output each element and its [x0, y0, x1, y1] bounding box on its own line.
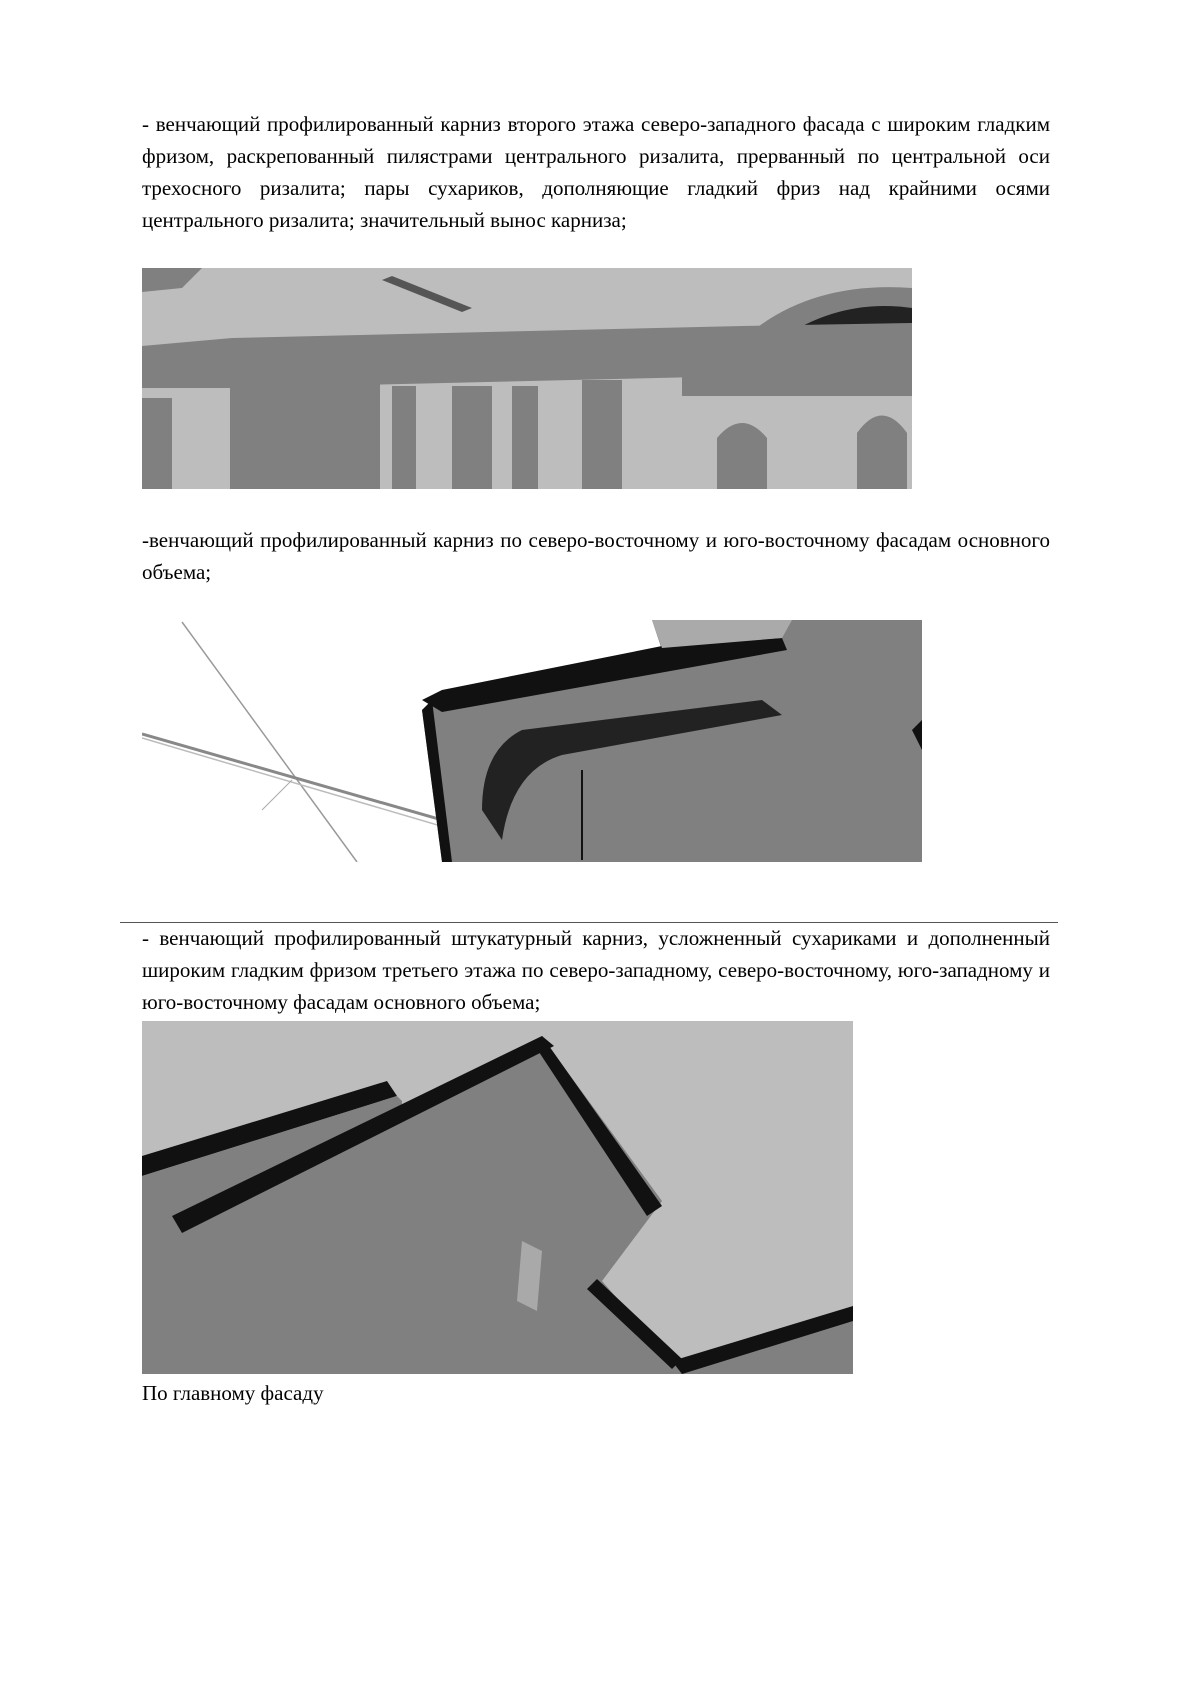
photo-ne-se-graphic — [142, 620, 922, 862]
photo-third-floor-cornice — [142, 1021, 853, 1374]
photo-third-floor-graphic — [142, 1021, 853, 1374]
caption-main-facade: По главному фасаду — [142, 1381, 324, 1405]
photo-nw-facade-cornice — [142, 268, 912, 489]
photo-ne-se-cornice — [142, 620, 922, 862]
paragraph-third-floor-cornice: - венчающий профилированный штукатурный карниз, усложненный сухариками и дополненный широким гладким фризом третьего этажа по северо-западному, северо-восточному, юго-западному и юго-восточному фасадам основного объема; — [142, 926, 1050, 1014]
photo-nw-facade-graphic — [142, 268, 912, 489]
paragraph-ne-se-cornice: -венчающий профилированный карниз по северо-восточному и юго-восточному фасадам основного объема; — [142, 528, 1050, 584]
paragraph-nw-cornice: - венчающий профилированный карниз второго этажа северо-западного фасада с широким гладким фризом, раскрепованный пилястрами центрального ризалита, прерванный по центральной оси трехосного ризалита; пары сухариков, дополняющие гладкий фриз над крайними осями центрального ризалита; значительный вынос карниза; — [142, 112, 1050, 232]
